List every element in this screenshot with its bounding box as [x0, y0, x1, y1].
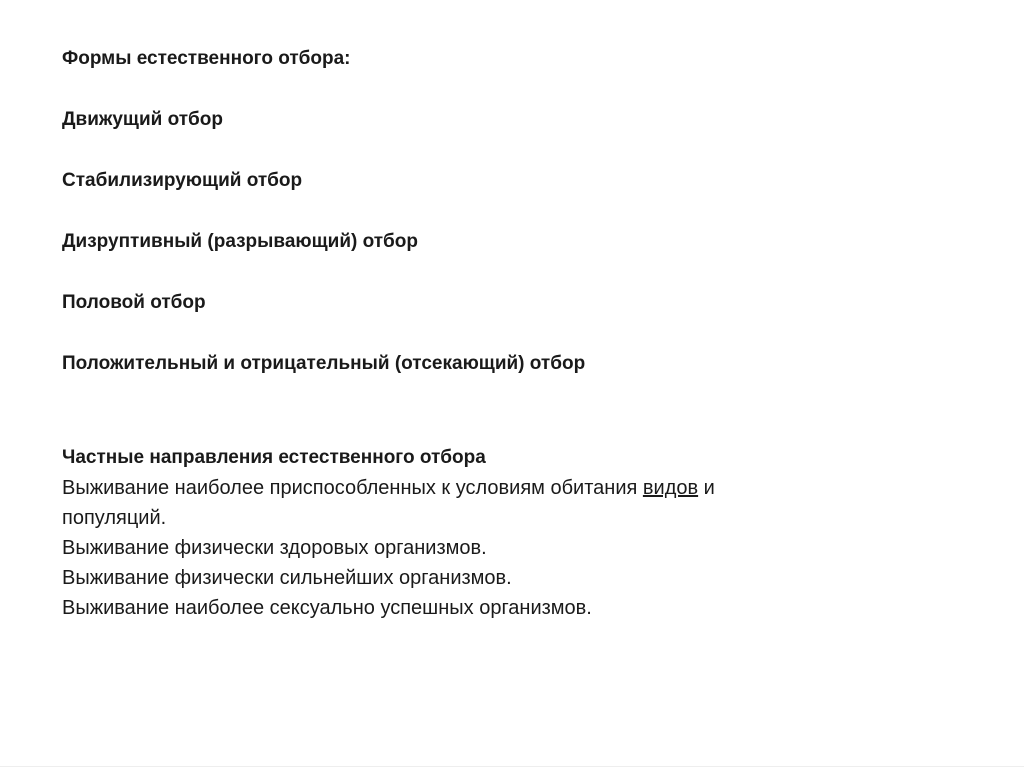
- direction-line-healthy: Выживание физически здоровых организмов.: [62, 537, 487, 559]
- form-item-stabilizing: Стабилизирующий отбор: [62, 170, 303, 191]
- direction-text: Выживание наиболее приспособленных к условиям обитания: [62, 477, 643, 499]
- direction-line-adapted: [62, 473, 962, 503]
- form-item-directional: Движущий отбор: [62, 109, 223, 130]
- selection-forms-block: [62, 44, 962, 410]
- form-item-disruptive: Дизруптивный (разрывающий) отбор: [62, 231, 418, 252]
- direction-line-populations: популяций.: [62, 507, 167, 529]
- direction-text-end: и: [698, 477, 715, 499]
- forms-heading: Формы естественного отбора:: [62, 48, 351, 69]
- direction-line-strongest: Выживание физически сильнейших организмов.: [62, 567, 512, 589]
- directions-title: Частные направления естественного отбора: [62, 447, 486, 468]
- species-link[interactable]: видов: [642, 477, 699, 499]
- direction-line-sexual-success: Выживание наиболее сексуально успешных организмов.: [62, 597, 592, 619]
- form-item-sexual: Половой отбор: [62, 292, 206, 313]
- selection-directions-block: [62, 443, 962, 623]
- form-item-positive-negative: Положительный и отрицательный (отсекающий) отбор: [62, 353, 586, 374]
